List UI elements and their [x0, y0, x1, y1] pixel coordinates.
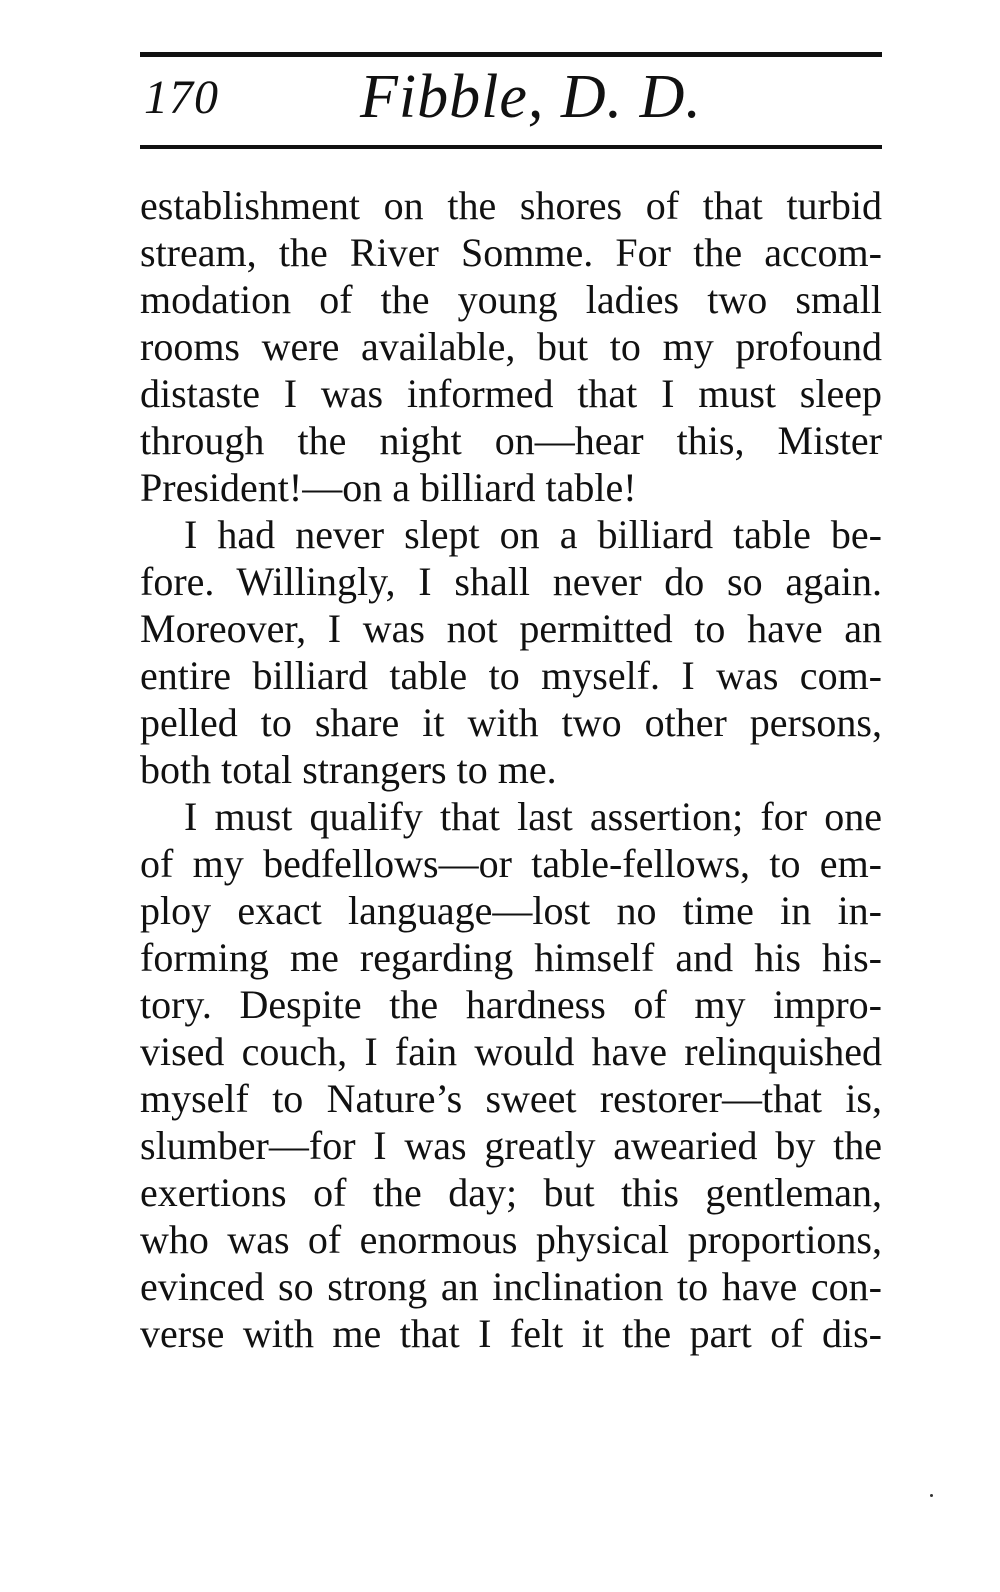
text-line: stream, the River Somme. For the accom-: [140, 230, 882, 275]
text-line: of my bedfellows—or table-fellows, to em-: [140, 841, 882, 886]
text-line: Moreover, I was not permitted to have an: [140, 606, 882, 651]
text-line: vised couch, I fain would have relinquished: [140, 1029, 882, 1074]
text-line: who was of enormous physical proportions,: [140, 1217, 882, 1262]
text-line: I had never slept on a billiard table be-: [184, 512, 882, 557]
text-line: slumber—for I was greatly awearied by the: [140, 1123, 882, 1168]
text-line: both total strangers to me.: [140, 747, 557, 792]
text-line: fore. Willingly, I shall never do so again.: [140, 559, 882, 604]
text-line: President!—on a billiard table!: [140, 465, 637, 510]
running-title: Fibble, D. D.: [360, 63, 702, 131]
text-line: pelled to share it with two other persons,: [140, 700, 882, 745]
paragraph-3: [140, 793, 882, 1357]
paragraph-2: [140, 511, 882, 793]
header-top-rule: [140, 52, 882, 57]
text-line: establishment on the shores of that turbid: [140, 183, 882, 228]
text-line: distaste I was informed that I must sleep: [140, 371, 882, 416]
text-line: ploy exact language—lost no time in in-: [140, 888, 882, 933]
text-line: evinced so strong an inclination to have con-: [140, 1264, 882, 1309]
running-header: [140, 62, 882, 132]
page-number: 170: [144, 71, 219, 124]
text-line: exertions of the day; but this gentleman,: [140, 1170, 882, 1215]
text-line: entire billiard table to myself. I was com-: [140, 653, 882, 698]
text-line: rooms were available, but to my profound: [140, 324, 882, 369]
text-line: through the night on—hear this, Mister: [140, 418, 882, 463]
text-line: forming me regarding himself and his his-: [140, 935, 882, 980]
text-line: I must qualify that last assertion; for one: [184, 794, 882, 839]
paper-speck: [930, 1494, 933, 1497]
body-text: [140, 182, 882, 1357]
paragraph-1: [140, 182, 882, 511]
header-bottom-rule: [140, 145, 882, 149]
text-line: myself to Nature’s sweet restorer—that is,: [140, 1076, 882, 1121]
text-line: modation of the young ladies two small: [140, 277, 882, 322]
text-line: tory. Despite the hardness of my impro-: [140, 982, 882, 1027]
text-line: verse with me that I felt it the part of dis-: [140, 1311, 882, 1356]
